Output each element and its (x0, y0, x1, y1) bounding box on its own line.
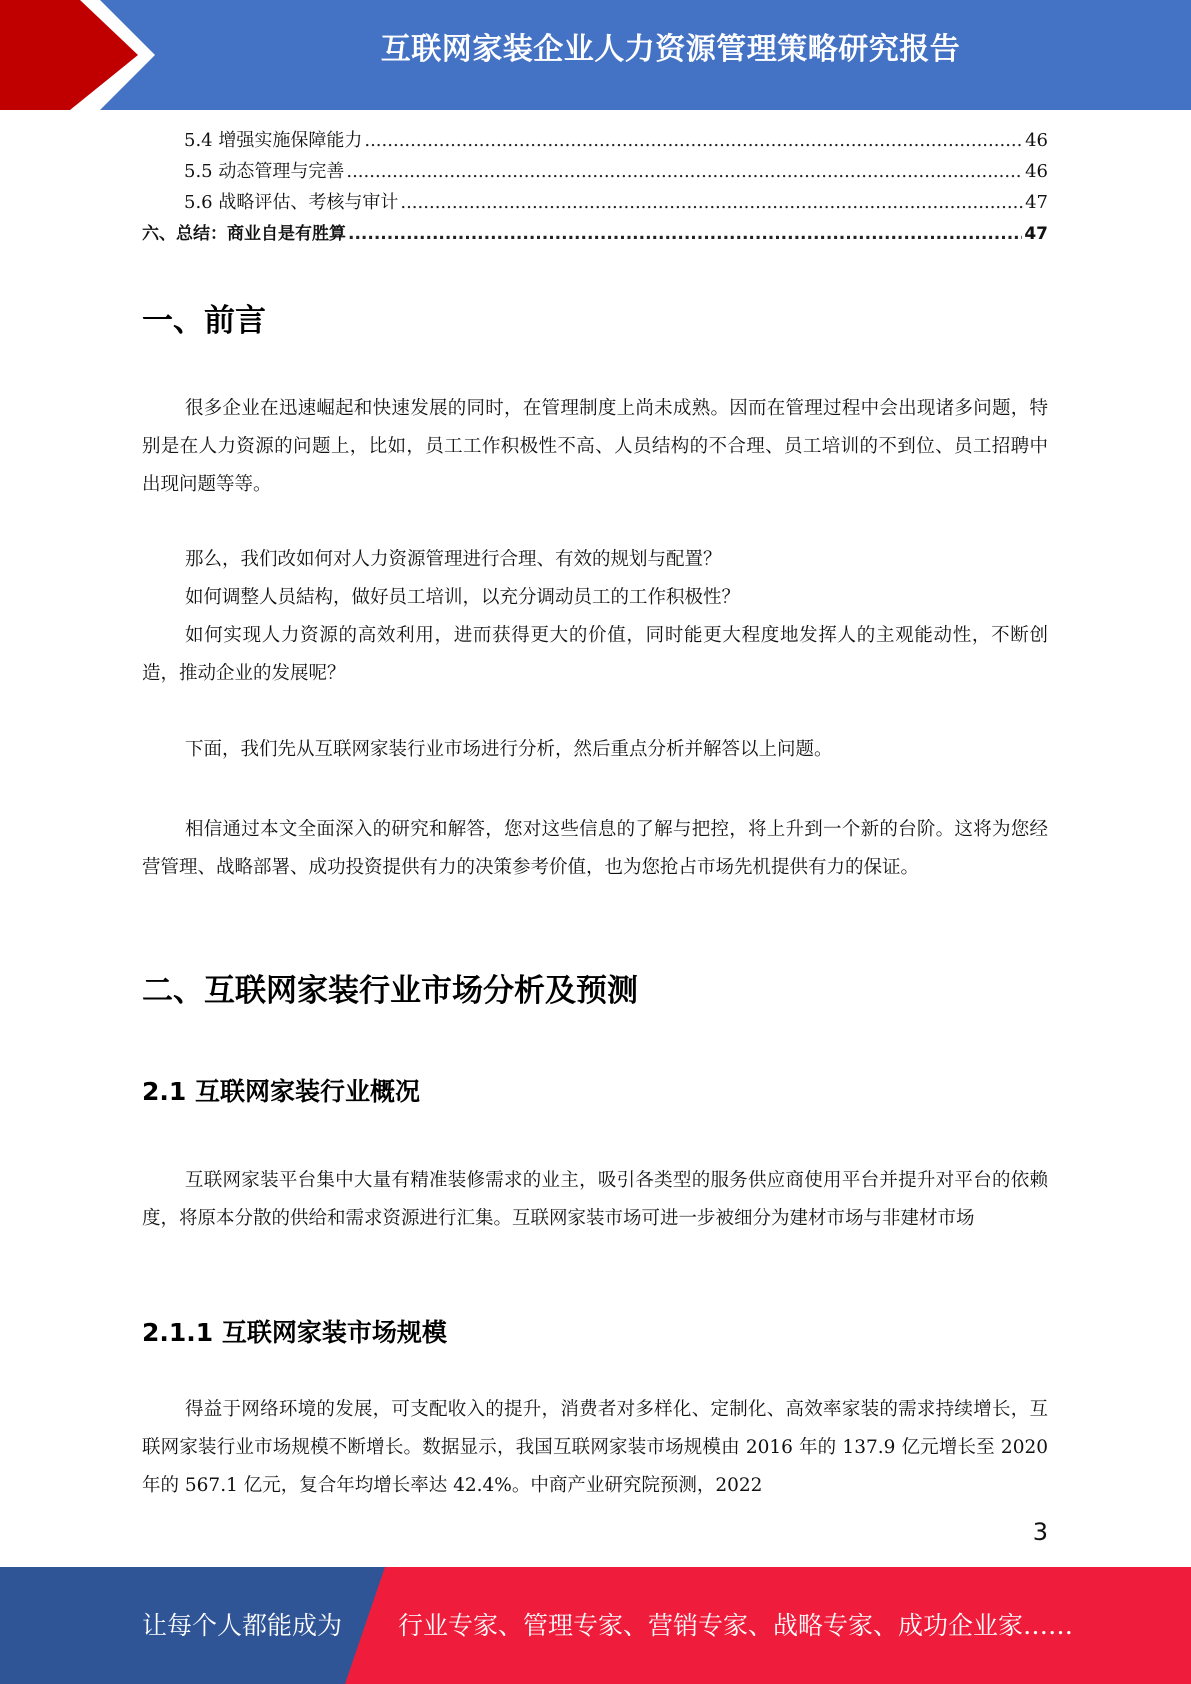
toc-entry-label: 5.4 增强实施保障能力 (184, 130, 363, 151)
preface-paragraph-1: 很多企业在迅速崛起和快速发展的同时，在管理制度上尚未成熟。因而在管理过程中会出现诸多问题，特别是在人力资源的问题上，比如，员工工作积极性不高、人员结构的不合理、员工培训的不到位、员工招聘中出现问题等等。 (142, 398, 1048, 495)
toc-leader-dots (364, 130, 1023, 151)
toc-entry[interactable] (142, 157, 1048, 188)
toc-entry[interactable] (142, 219, 1048, 250)
section-heading-preface: 一、前言 (142, 303, 266, 339)
toc-entry-page: 47 (1024, 224, 1048, 244)
preface-paragraph-2: 下面，我们先从互联网家装行业市场进行分析，然后重点分析并解答以上问题。 (185, 739, 833, 760)
subsection-heading-overview: 2.1 互联网家装行业概况 (142, 1077, 420, 1106)
toc-leader-dots (400, 192, 1023, 213)
toc-entry-label: 5.6 战略评估、考核与审计 (184, 192, 399, 213)
toc-entry[interactable] (142, 188, 1048, 219)
toc-entry-page: 46 (1025, 130, 1048, 151)
preface-question-2: 如何调整人员結构，做好员工培训，以充分调动员工的工作积极性？ (185, 587, 741, 608)
header-title: 互联网家装企业人力资源管理策略研究报告 (380, 32, 961, 67)
market-size-paragraph: 得益于网络环境的发展，可支配收入的提升，消费者对多样化、定制化、高效率家装的需求持续增长，互联网家装行业市场规模不断增长。数据显示，我国互联网家装市场规模由 2016 年的 137.9 亿元增长至 2020 年的 567.1 亿元，复合年均增长率达 42.4%。中商产业研究院预测，2022 (142, 1399, 1048, 1496)
toc-leader-dots (348, 224, 1022, 244)
preface-paragraph-3: 相信通过本文全面深入的研究和解答，您对这些信息的了解与把控，将上升到一个新的台阶。这将为您经营管理、战略部署、成功投资提供有力的决策参考价值，也为您抢占市场先机提供有力的保证。 (142, 819, 1048, 878)
toc-entry-label: 六、总结：商业自是有胜算 (142, 224, 346, 244)
page-number: 3 (1032, 1518, 1048, 1546)
page-footer (0, 1567, 1191, 1684)
subsection-heading-market-size: 2.1.1 互联网家装市场规模 (142, 1318, 447, 1347)
footer-slogan-right: 行业专家、管理专家、营销专家、战略专家、成功企业家…… (398, 1611, 1074, 1640)
table-of-contents (142, 126, 1048, 250)
toc-leader-dots (346, 161, 1023, 182)
preface-question-3: 如何实现人力资源的高效利用，进而获得更大的价值，同时能更大程度地发挥人的主观能动性，不断创造，推动企业的发展呢？ (142, 625, 1048, 684)
toc-entry[interactable] (142, 126, 1048, 157)
preface-question-1: 那么，我们改如何对人力资源管理进行合理、有效的规划与配置？ (185, 549, 722, 570)
page-header (0, 0, 1191, 110)
overview-paragraph: 互联网家装平台集中大量有精准装修需求的业主，吸引各类型的服务供应商使用平台并提升对平台的依赖度，将原本分散的供给和需求资源进行汇集。互联网家装市场可进一步被细分为建材市场与非建材市场 (142, 1170, 1048, 1229)
toc-entry-label: 5.5 动态管理与完善 (184, 161, 345, 182)
toc-entry-page: 46 (1025, 161, 1048, 182)
footer-slogan-left: 让每个人都能成为 (142, 1611, 343, 1640)
toc-entry-page: 47 (1025, 192, 1048, 213)
section-heading-market: 二、互联网家装行业市场分析及预测 (142, 973, 638, 1009)
